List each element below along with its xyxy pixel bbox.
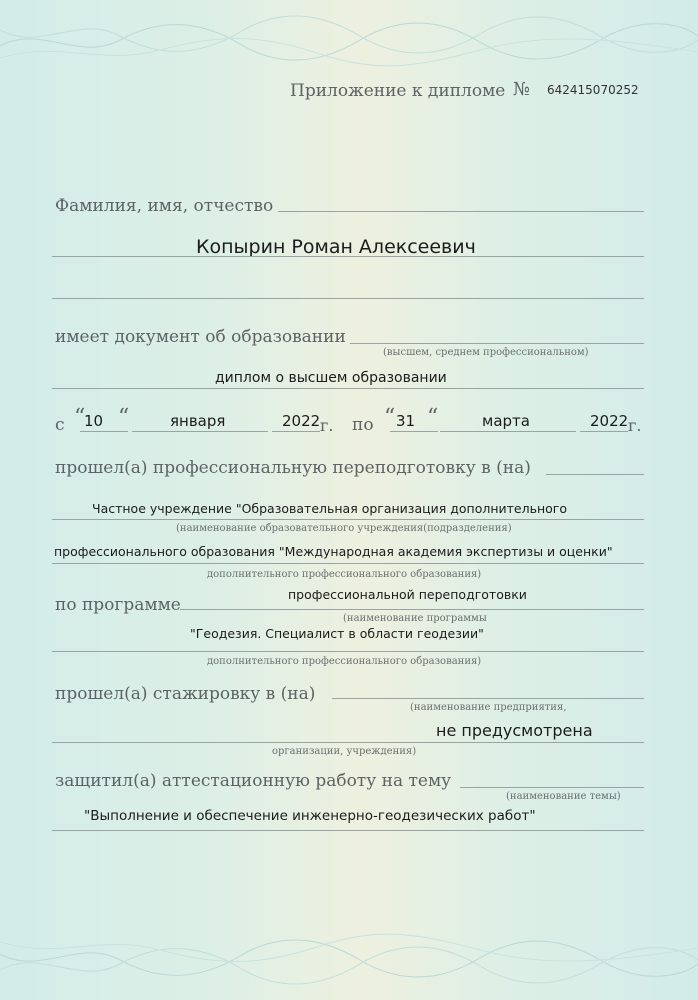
- retraining-label-line: [546, 474, 644, 475]
- date-to-day: 31: [396, 412, 416, 430]
- document-number: 642415070252: [547, 83, 639, 97]
- date-to-close-quote: “: [427, 405, 439, 430]
- guilloche-top-band: [0, 0, 698, 72]
- thesis-line-1: [460, 787, 644, 788]
- retraining-label: прошел(а) профессиональную переподготовку в (на): [55, 458, 531, 478]
- retraining-org-line-1: Частное учреждение "Образовательная организация дополнительного: [92, 501, 567, 516]
- date-to-month: марта: [482, 412, 530, 430]
- date-to-year-suffix: г.: [628, 416, 642, 435]
- education-value: диплом о высшем образовании: [215, 370, 447, 386]
- education-caption: (высшем, среднем профессиональном): [383, 347, 589, 358]
- date-from-day: 10: [84, 412, 104, 430]
- fio-line-2: [52, 256, 644, 257]
- date-to-word: по: [352, 415, 374, 435]
- education-line: [350, 343, 644, 344]
- retraining-org-line-2-rule: [52, 563, 644, 564]
- retraining-org-line-1-rule: [52, 519, 644, 520]
- date-from-open-quote: “: [74, 405, 86, 430]
- date-from-month-line: [132, 431, 268, 432]
- date-from-year: 2022: [282, 412, 321, 430]
- internship-line-2: [52, 742, 644, 743]
- fio-line-1: [278, 211, 644, 212]
- program-caption-1: (наименование программы: [343, 613, 487, 624]
- thesis-label: защитил(а) аттестационную работу на тему: [55, 771, 452, 791]
- program-value-1: профессиональной переподготовки: [288, 587, 527, 602]
- retraining-caption-2: дополнительного профессионального образования): [207, 569, 482, 580]
- date-from-year-suffix: г.: [320, 416, 334, 435]
- date-from-year-line: [272, 431, 320, 432]
- number-sign: №: [513, 79, 531, 100]
- thesis-value: "Выполнение и обеспечение инженерно-геодезических работ": [84, 808, 536, 824]
- internship-caption-1: (наименование предприятия,: [410, 702, 567, 713]
- internship-line-1: [332, 698, 644, 699]
- fio-value: Копырин Роман Алексеевич: [196, 236, 476, 258]
- internship-label: прошел(а) стажировку в (на): [55, 684, 316, 704]
- retraining-org-line-2: профессионального образования "Международная академия экспертизы и оценки": [54, 544, 613, 559]
- date-to-year-line: [580, 431, 628, 432]
- program-caption-2: дополнительного профессионального образования): [207, 656, 482, 667]
- date-to-year: 2022: [590, 412, 629, 430]
- internship-value: не предусмотрена: [436, 721, 593, 740]
- date-to-open-quote: “: [384, 405, 396, 430]
- thesis-line-2: [52, 830, 644, 831]
- date-from-month: января: [170, 412, 226, 430]
- program-label: по программе: [55, 595, 181, 615]
- date-from-word: с: [55, 415, 65, 435]
- retraining-caption-1: (наименование образовательного учреждения(подразделения): [176, 523, 512, 534]
- fio-line-3: [52, 298, 644, 299]
- fio-label: Фамилия, имя, отчество: [55, 196, 274, 216]
- internship-caption-2: организации, учреждения): [272, 746, 417, 757]
- program-line-1: [180, 609, 644, 610]
- date-to-month-line: [440, 431, 576, 432]
- education-value-line: [52, 388, 644, 389]
- thesis-caption: (наименование темы): [506, 791, 621, 802]
- program-value-2: "Геодезия. Специалист в области геодезии": [190, 626, 484, 641]
- date-from-day-line: [80, 431, 128, 432]
- program-line-2: [52, 651, 644, 652]
- guilloche-bottom-band: [0, 928, 698, 1000]
- date-from-close-quote: “: [118, 405, 130, 430]
- education-label: имеет документ об образовании: [55, 327, 346, 347]
- supplement-title: Приложение к дипломе: [290, 81, 506, 101]
- date-to-day-line: [390, 431, 438, 432]
